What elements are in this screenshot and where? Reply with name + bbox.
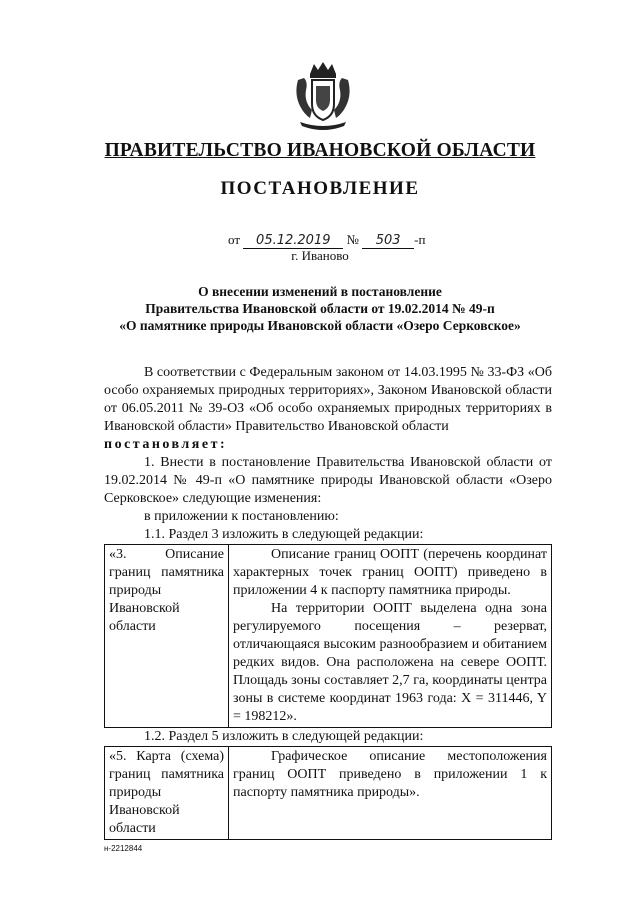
subject-line-1: О внесении изменений в постановление (198, 284, 442, 299)
section-3-content (229, 545, 552, 728)
item-1-1: 1.1. Раздел 3 изложить в следующей редакции: (144, 527, 424, 542)
organization-title: ПРАВИТЕЛЬСТВО ИВАНОВСКОЙ ОБЛАСТИ (104, 140, 536, 161)
number-sign: № (346, 232, 359, 247)
document-code: н-2212844 (104, 844, 143, 853)
section-3-title: «3. Описание границ памятника природы Ивановской области (105, 545, 229, 728)
section-5-title: «5. Карта (схема) границ памятника природы Ивановской области (105, 747, 229, 840)
date-prefix: от (228, 232, 241, 247)
section-3-paragraph-1: Описание границ ООПТ (перечень координат характерных точек границ ООПТ) приведено в приложении 4 к паспорту памятника природы. (233, 547, 547, 598)
item-1-sub: в приложении к постановлению: (144, 509, 339, 524)
section-5-table (104, 746, 552, 840)
number-suffix: -п (414, 232, 426, 247)
decree-word: постановляет: (104, 437, 228, 452)
section-3-paragraph-2: На территории ООПТ выделена одна зона регулируемого посещения – резерват, отличающаяся высоким разнообразием и обитанием редких видов. Она расположена на севере ООПТ. Площадь зоны составляет 2,7 га, координаты центра зоны в системе координат 1963 года: X = 311446, Y = 198212». (233, 601, 547, 724)
section-5-paragraph: Графическое описание местоположения границ ООПТ приведено в приложении 1 к паспорту памятника природы». (233, 749, 547, 800)
document-type: ПОСТАНОВЛЕНИЕ (220, 178, 420, 199)
coat-of-arms-icon (290, 60, 356, 132)
document-body (104, 364, 552, 840)
handwritten-number: 503 (362, 233, 414, 249)
handwritten-date: 05.12.2019 (243, 233, 343, 249)
subject-line-3: «О памятнике природы Ивановской области «Озеро Серковское» (119, 318, 521, 333)
date-number-line (228, 232, 425, 249)
item-1: 1. Внести в постановление Правительства Ивановской области от 19.02.2014 № 49-п «О памятнике природы Ивановской области «Озеро Серковское» следующие изменения: (104, 455, 552, 506)
section-3-table (104, 544, 552, 728)
section-5-content (229, 747, 552, 840)
subject-line-2: Правительства Ивановской области от 19.02.2014 № 49-п (145, 301, 495, 316)
item-1-2: 1.2. Раздел 5 изложить в следующей редакции: (144, 729, 424, 744)
table-row (105, 747, 552, 840)
preamble-text: В соответствии с Федеральным законом от 14.03.1995 № 33-ФЗ «Об особо охраняемых природных территориях», Законом Ивановской области от 06.05.2011 № 39-ОЗ «Об особо охраняемых природных территориях в Ивановской области» Правительство Ивановской области (104, 365, 552, 434)
document-subject (0, 283, 640, 334)
preamble (104, 364, 552, 436)
table-row (105, 545, 552, 728)
city: г. Иваново (291, 248, 349, 263)
